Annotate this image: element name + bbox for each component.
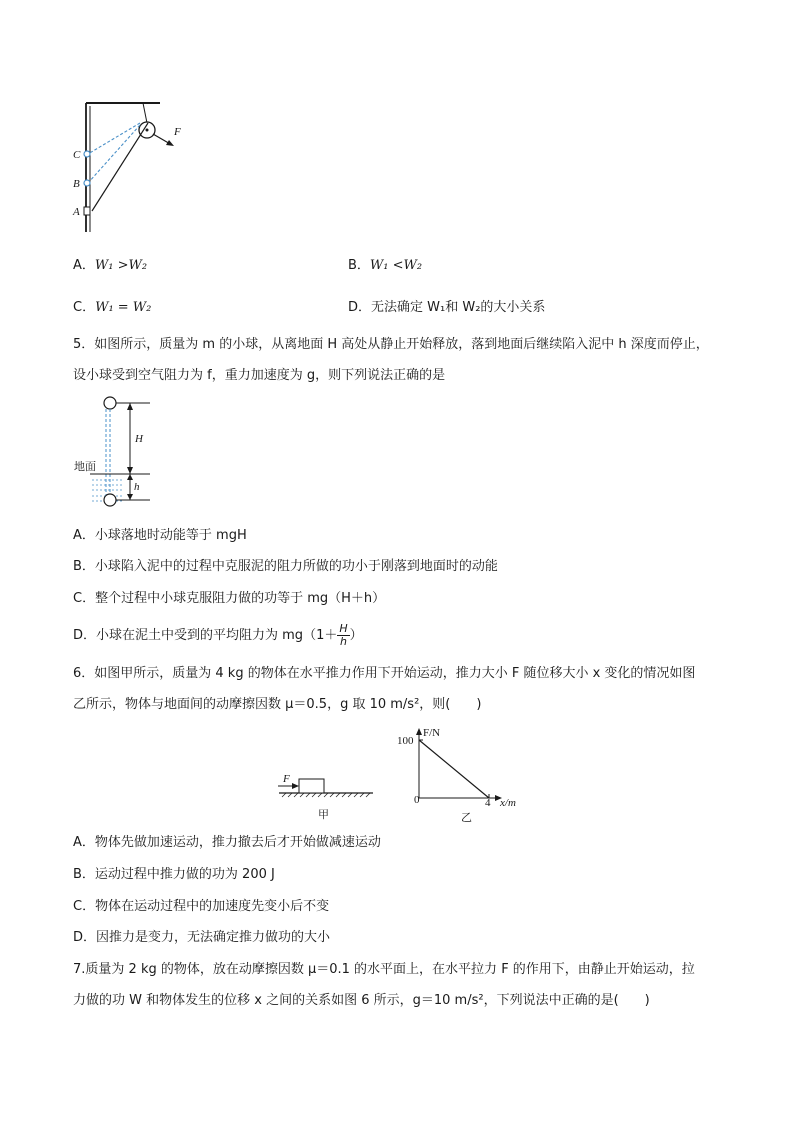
- label-A: A: [73, 206, 80, 218]
- label-h: h: [134, 481, 140, 493]
- q6-option-a: A．物体先做加速运动，推力撤去后才开始做减速运动: [73, 835, 381, 850]
- origin-label: 0: [414, 794, 420, 806]
- y-axis-label: F/N: [423, 727, 441, 739]
- q5-stem-line1: 5．如图所示，质量为 m 的小球，从离地面 H 高处从静止开始释放，落到地面后继续陷入泥中 h 深度而停止，: [73, 337, 709, 352]
- q5-stem-line2: 设小球受到空气阻力为 f，重力加速度为 g，则下列说法正确的是: [73, 368, 446, 383]
- q6-stem-line1: 6．如图甲所示，质量为 4 kg 的物体在水平推力作用下开始运动，推力大小 F 随位移大小 x 变化的情况如图: [73, 666, 696, 681]
- q5-option-b: B．小球陷入泥中的过程中克服泥的阻力所做的功小于刚落到地面时的动能: [73, 559, 498, 574]
- label-C: C: [73, 149, 81, 161]
- q6-option-c: C．物体在运动过程中的加速度先变小后不变: [73, 899, 330, 914]
- label-H: H: [135, 433, 143, 445]
- x-axis-label: x/m: [500, 797, 516, 809]
- q4-option-a: A．W₁ >W₂: [73, 258, 148, 273]
- caption-yi: 乙: [461, 811, 472, 824]
- F-x-series-line: [419, 740, 489, 798]
- q4-option-d: D．无法确定 W₁和 W₂的大小关系: [348, 300, 546, 315]
- q6-option-b: B．运动过程中推力做的功为 200 J: [73, 867, 275, 882]
- label-F-jia: F: [283, 773, 290, 785]
- q7-stem-line2: 力做的功 W 和物体发生的位移 x 之间的关系如图 6 所示，g＝10 m/s²，下列说法中正确的是( ): [73, 993, 650, 1008]
- caption-jia: 甲: [318, 808, 329, 821]
- y-tick-label-100: 100: [397, 735, 414, 747]
- fraction-H-over-h: $\frac{H}{h}$: [339, 622, 348, 648]
- q4-option-c: C．W₁ = W₂: [73, 300, 152, 315]
- label-F: F: [174, 126, 181, 138]
- label-ground: 地面: [74, 460, 96, 473]
- q6-stem-line2: 乙所示，物体与地面间的动摩擦因数 μ＝0.5，g 取 10 m/s²，则( ): [73, 697, 482, 712]
- label-B: B: [73, 178, 80, 190]
- q5-option-d: D．小球在泥土中受到的平均阻力为 mg（1＋ $\frac{H}{h}$ ）: [73, 622, 363, 648]
- q6-option-d: D．因推力是变力，无法确定推力做功的大小: [73, 930, 331, 945]
- q5-option-a: A．小球落地时动能等于 mgH: [73, 528, 247, 543]
- q4-option-b: B．W₁ <W₂: [348, 258, 423, 273]
- q5-option-c: C．整个过程中小球克服阻力做的功等于 mg（H＋h）: [73, 591, 386, 606]
- q7-stem-line1: 7.质量为 2 kg 的物体，放在动摩擦因数 μ＝0.1 的水平面上，在水平拉力 F 的作用下，由静止开始运动，拉: [73, 962, 695, 977]
- x-tick-label-4: 4: [485, 797, 491, 809]
